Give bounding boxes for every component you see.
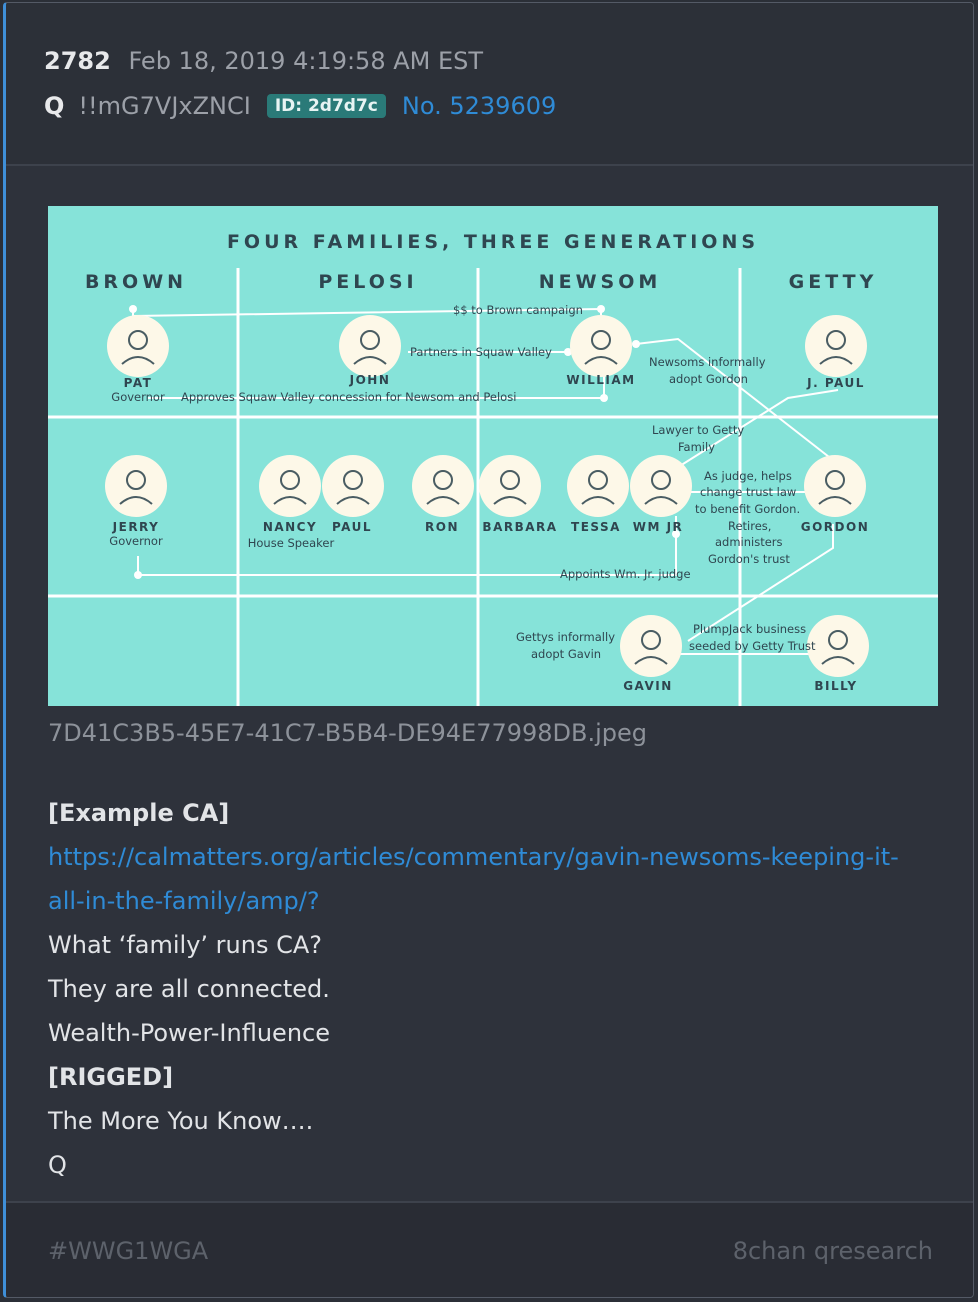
paul-portrait-icon — [322, 455, 384, 517]
family-getty: GETTY — [788, 271, 878, 293]
note-gettys-2: adopt Gavin — [531, 647, 602, 661]
note-judge-3: to benefit Gordon. — [695, 502, 801, 516]
billy-portrait-icon — [807, 615, 869, 677]
note-retires-3: Gordon's trust — [708, 552, 790, 566]
name-william: WILLIAM — [566, 373, 636, 387]
jpaul-portrait-icon — [805, 315, 867, 377]
name-tessa: TESSA — [571, 520, 621, 534]
post-card — [3, 2, 974, 1298]
hashtag: #WWG1WGA — [48, 1237, 209, 1265]
name-jpaul: J. PAUL — [807, 376, 865, 390]
name-john: JOHN — [349, 373, 391, 387]
role-nancy: House Speaker — [247, 536, 335, 550]
name-paul: PAUL — [331, 520, 373, 534]
note-squaw-concession: Approves Squaw Valley concession for Newsom and Pelosi — [181, 390, 517, 404]
id-badge[interactable]: ID: 2d7d7c — [267, 94, 386, 118]
note-newsoms-adopt-1: Newsoms informally — [649, 355, 766, 369]
article-link-line-1[interactable]: https://calmatters.org/articles/commentary/gavin-newsoms-keeping-it- — [48, 843, 899, 871]
note-appoints: Appoints Wm. Jr. judge — [560, 567, 691, 581]
tessa-portrait-icon — [567, 455, 629, 517]
family-pelosi: PELOSI — [318, 271, 418, 293]
name-gordon: GORDON — [800, 520, 870, 534]
body-line-more-you-know: The More You Know…. — [48, 1107, 314, 1135]
body-line-signature: Q — [48, 1151, 67, 1179]
wmjr-portrait-icon — [630, 455, 692, 517]
note-gettys-1: Gettys informally — [516, 630, 615, 644]
note-plumpjack-1: PlumpJack business — [693, 622, 807, 636]
infographic-title: FOUR FAMILIES, THREE GENERATIONS — [226, 231, 760, 253]
note-newsoms-adopt-2: adopt Gordon — [669, 372, 748, 386]
post-number: 2782 — [44, 47, 111, 75]
note-retires-2: administers — [715, 535, 783, 549]
post-meta-row — [44, 47, 483, 75]
attachment-filename[interactable]: 7D41C3B5-45E7-41C7-B5B4-DE94E77998DB.jpeg — [48, 719, 648, 747]
post-footer — [6, 1201, 973, 1297]
name-ron: RON — [425, 520, 459, 534]
name-gavin: GAVIN — [623, 679, 673, 693]
william-portrait-icon — [570, 315, 632, 377]
jerry-portrait-icon — [105, 455, 167, 517]
role-jerry: Governor — [109, 534, 163, 548]
note-lawyer-2: Family — [678, 440, 716, 454]
name-billy: BILLY — [814, 679, 858, 693]
name-pat: PAT — [123, 376, 153, 390]
post-header — [6, 3, 973, 166]
body-line-question: What ‘family’ runs CA? — [48, 931, 322, 959]
gordon-portrait-icon — [804, 455, 866, 517]
body-line-wealth: Wealth-Power-Influence — [48, 1019, 330, 1047]
note-squaw-partners: Partners in Squaw Valley — [410, 345, 552, 359]
barbara-portrait-icon — [479, 455, 541, 517]
name-barbara: BARBARA — [482, 520, 558, 534]
board-name: 8chan qresearch — [732, 1237, 933, 1265]
role-pat: Governor — [111, 390, 165, 404]
body-line-example: [Example CA] — [48, 799, 230, 827]
note-judge-2: change trust law — [700, 485, 797, 499]
john-portrait-icon — [339, 315, 401, 377]
body-line-connected: They are all connected. — [48, 975, 330, 1003]
name-wmjr: WM JR — [632, 520, 684, 534]
family-newsom: NEWSOM — [538, 271, 662, 293]
body-line-rigged: [RIGGED] — [48, 1063, 174, 1091]
tripcode: !!mG7VJxZNCI — [78, 92, 251, 120]
nancy-portrait-icon — [259, 455, 321, 517]
note-brown-campaign: $$ to Brown campaign — [453, 303, 583, 317]
post-date: Feb 18, 2019 4:19:58 AM EST — [128, 47, 484, 75]
attachment-image[interactable] — [48, 206, 938, 706]
ron-portrait-icon — [412, 455, 474, 517]
post-author-row — [44, 92, 556, 120]
note-lawyer-1: Lawyer to Getty — [652, 423, 745, 437]
post-body — [48, 791, 928, 1187]
name-nancy: NANCY — [262, 520, 318, 534]
name-jerry: JERRY — [112, 520, 160, 534]
pat-portrait-icon — [107, 315, 169, 377]
gavin-portrait-icon — [620, 615, 682, 677]
family-brown: BROWN — [84, 271, 188, 293]
article-link-line-2[interactable]: all-in-the-family/amp/? — [48, 887, 320, 915]
author-name: Q — [44, 92, 65, 120]
post-number-link[interactable]: No. 5239609 — [401, 92, 557, 120]
note-judge-1: As judge, helps — [704, 469, 792, 483]
note-plumpjack-2: seeded by Getty Trust — [689, 639, 816, 653]
note-retires-1: Retires, — [728, 519, 772, 533]
